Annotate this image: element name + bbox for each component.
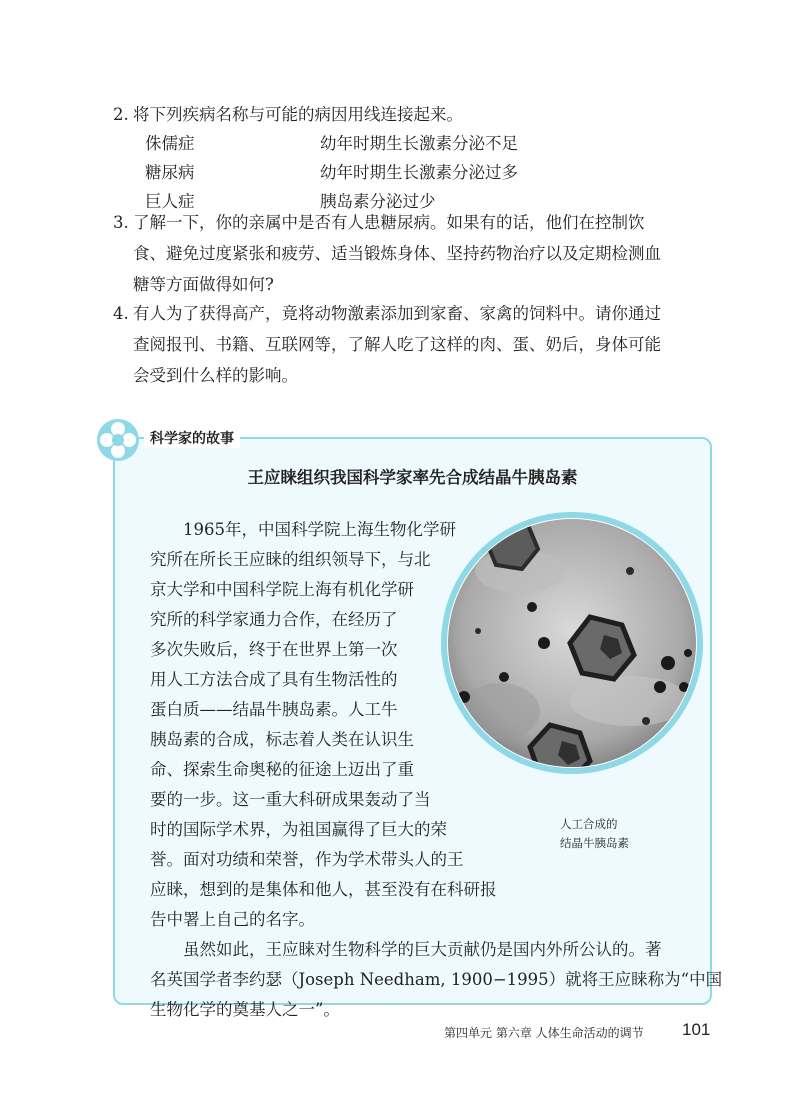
story-body [150,516,723,1026]
story-line: 虽然如此，王应睐对生物科学的巨大贡献仍是国内外所公认的。著 [150,940,662,959]
question-line: 食、避免过度紧张和疲劳、适当锻炼身体、坚持药物治疗以及定期检测血 [133,244,661,263]
disease-cause: 胰岛素分泌过少 [320,192,436,211]
story-line: 告中署上自己的名字。 [150,910,315,929]
question-line: 有人为了获得高产，竟将动物激素添加到家畜、家禽的饲料中。请你通过 [133,304,661,323]
matching-row [145,130,705,159]
disease-name: 侏儒症 [145,134,195,153]
question-text: 将下列疾病名称与可能的病因用线连接起来。 [133,105,463,124]
question-3 [113,207,723,300]
question-number: 3. [113,213,129,232]
story-line: 生物化学的奠基人之一”。 [150,1000,340,1019]
story-line: 誉。面对功绩和荣誉，作为学术带头人的王 [150,850,464,869]
story-title: 王应睐组织我国科学家率先合成结晶牛胰岛素 [247,468,578,487]
question-number: 4. [113,304,129,323]
story-line: 蛋白质——结晶牛胰岛素。人工牛 [150,700,398,719]
story-line: 胰岛素的合成，标志着人类在认识生 [150,730,414,749]
matching-list [145,130,705,217]
story-line: 京大学和中国科学院上海有机化学研 [150,580,414,599]
story-line: 多次失败后，终于在世界上第一次 [150,640,398,659]
caption-line: 结晶牛胰岛素 [560,836,629,850]
story-line: 究所在所长王应睐的组织领导下，与北 [150,550,431,569]
story-section-tag: 科学家的故事 [144,428,240,448]
question-line: 会受到什么样的影响。 [133,366,298,385]
disease-name: 糖尿病 [145,163,195,182]
question-2 [113,99,723,130]
question-line: 了解一下，你的亲属中是否有人患糖尿病。如果有的话，他们在控制饮 [133,213,645,232]
story-line: 时的国际学术界，为祖国赢得了巨大的荣 [150,820,447,839]
disease-name: 巨人症 [145,192,195,211]
story-line: 究所的科学家通力合作，在经历了 [150,610,398,629]
question-4 [113,298,723,391]
question-line: 糖等方面做得如何? [133,275,274,294]
disease-cause: 幼年时期生长激素分泌过多 [320,163,518,182]
question-number: 2. [113,105,129,124]
matching-row [145,159,705,188]
story-line: 1965年，中国科学院上海生物化学研 [150,520,456,539]
story-line: 用人工方法合成了具有生物活性的 [150,670,398,689]
chapter-footer: 第四单元 第六章 人体生命活动的调节 [444,1026,644,1040]
question-line: 查阅报刊、书籍、互联网等，了解人吃了这样的肉、蛋、奶后，身体可能 [133,335,661,354]
flower-icon [96,418,140,462]
disease-cause: 幼年时期生长激素分泌不足 [320,134,518,153]
story-line: 名英国学者李约瑟（Joseph Needham, 1900−1995）就将王应睐称为“中国 [150,970,723,989]
caption-line: 人工合成的 [560,817,618,831]
page-number: 101 [682,1020,711,1039]
story-line: 命、探索生命奥秘的征途上迈出了重 [150,760,414,779]
story-line: 要的一步。这一重大科研成果轰动了当 [150,790,431,809]
story-line: 应睐，想到的是集体和他人，甚至没有在科研报 [150,880,497,899]
